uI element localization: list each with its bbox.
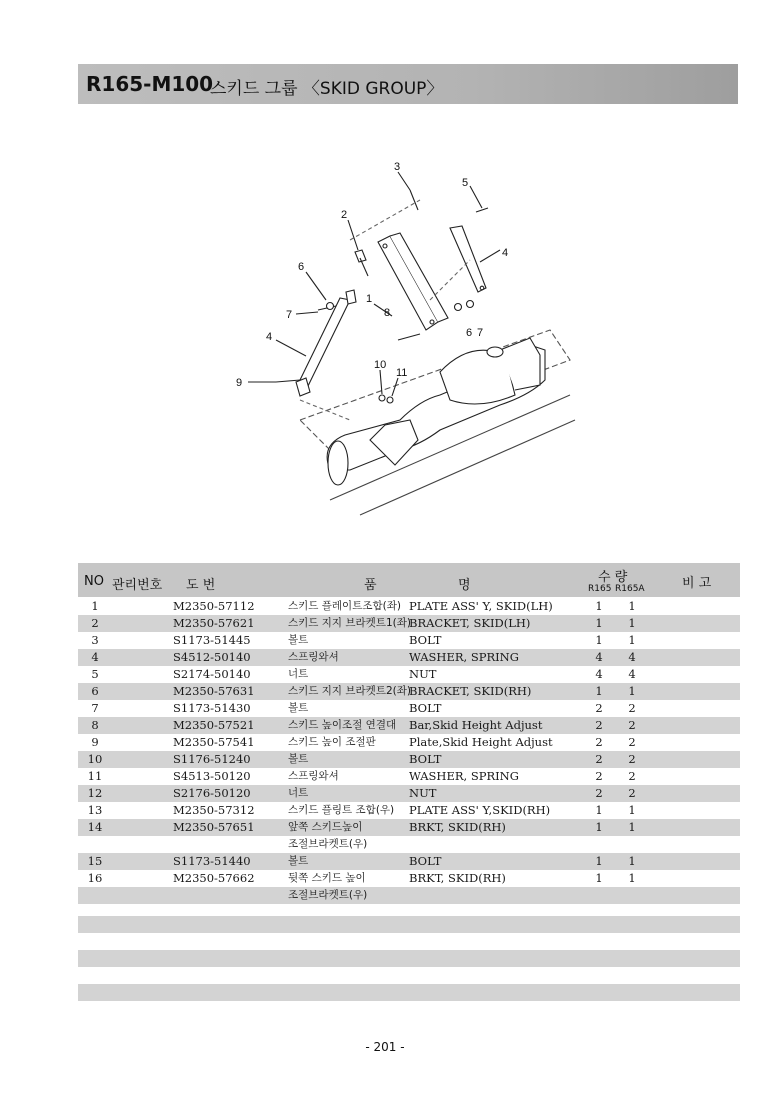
qty-r165a: 1 (628, 616, 636, 630)
part-name-korean: 스키드 지지 브라켓트2(좌) (288, 685, 411, 697)
table-row (78, 887, 740, 904)
part-name-english: WASHER, SPRING (409, 769, 519, 783)
qty-r165: 2 (595, 752, 603, 766)
part-name-korean: 스키드 지지 브라켓트1(좌) (288, 617, 411, 629)
part-number: S1176-51240 (173, 752, 251, 766)
part-number: M2350-57621 (173, 616, 255, 630)
col-item: 품 (364, 578, 377, 593)
callout-label: 4 (266, 331, 273, 343)
page-number: - 201 - (365, 1040, 405, 1054)
part-name-english: BRACKET, SKID(RH) (409, 684, 532, 698)
row-number: 9 (91, 735, 99, 749)
callout-label: 9 (236, 377, 243, 389)
callout-label: 7 (477, 327, 484, 339)
col-qty-r165: R165 (588, 584, 612, 594)
row-number: 8 (91, 718, 99, 732)
qty-r165: 1 (595, 871, 603, 885)
part-name-english: Plate,Skid Height Adjust (409, 735, 553, 749)
part-name-korean: 스키드 플레이트조합(좌) (288, 600, 401, 612)
table-row (78, 700, 740, 717)
empty-table-stripe (78, 984, 740, 1001)
part-name-korean: 스프링와셔 (288, 651, 339, 663)
row-number: 15 (87, 854, 103, 868)
part-name-korean: 볼트 (288, 753, 309, 765)
part-name-english: NUT (409, 667, 437, 681)
table-row (78, 751, 740, 768)
table-row (78, 598, 740, 615)
part-number: S4512-50140 (173, 650, 251, 664)
empty-table-stripe (78, 950, 740, 967)
exploded-parts-diagram (220, 155, 580, 525)
row-number: 14 (87, 820, 103, 834)
part-number: M2350-57112 (173, 599, 255, 613)
part-name-english: BOLT (409, 633, 442, 647)
table-row (78, 853, 740, 870)
qty-r165: 2 (595, 701, 603, 715)
part-number: S1173-51445 (173, 633, 251, 647)
part-name-english: BOLT (409, 854, 442, 868)
callout-label: 10 (374, 359, 387, 371)
table-row (78, 632, 740, 649)
qty-r165a: 1 (628, 803, 636, 817)
callout-label: 7 (286, 309, 293, 321)
qty-r165: 1 (595, 803, 603, 817)
col-no: NO (84, 574, 104, 589)
row-number: 13 (87, 803, 103, 817)
table-row (78, 734, 740, 751)
qty-r165a: 2 (628, 718, 636, 732)
qty-r165a: 2 (628, 769, 636, 783)
col-remarks: 비 고 (682, 576, 712, 591)
part-number: M2350-57662 (173, 871, 255, 885)
callout-label: 5 (462, 177, 469, 189)
qty-r165a: 1 (628, 871, 636, 885)
diagram-linework (248, 172, 575, 515)
table-row (78, 649, 740, 666)
qty-r165: 2 (595, 769, 603, 783)
col-quantity: 수 량 (598, 570, 628, 585)
callout-label: 1 (366, 293, 373, 305)
callout-label: 2 (341, 209, 348, 221)
row-number: 11 (87, 769, 103, 783)
part-name-english: PLATE ASS' Y,SKID(RH) (409, 803, 551, 817)
callout-label: 6 (298, 261, 305, 273)
qty-r165: 4 (595, 650, 603, 664)
qty-r165: 2 (595, 786, 603, 800)
callout-label: 11 (396, 367, 408, 379)
qty-r165a: 2 (628, 701, 636, 715)
group-code: R165-M100 (86, 72, 214, 96)
part-name-english: BOLT (409, 752, 442, 766)
part-name-korean: 볼트 (288, 634, 309, 646)
empty-table-stripe (78, 916, 740, 933)
row-number: 12 (87, 786, 103, 800)
part-name-korean: 너트 (288, 668, 309, 680)
part-number: M2350-57521 (173, 718, 255, 732)
row-number: 5 (91, 667, 99, 681)
table-row (78, 768, 740, 785)
table-row (78, 666, 740, 683)
col-qty-r165a: R165A (615, 584, 645, 594)
part-number: M2350-57541 (173, 735, 255, 749)
row-number: 6 (91, 684, 99, 698)
col-drawing-number: 도 번 (186, 578, 216, 593)
callout-label: 8 (384, 307, 391, 319)
part-name-english: BOLT (409, 701, 442, 715)
group-title: 스키드 그룹 〈SKID GROUP〉 (210, 79, 444, 99)
part-name-korean: 조절브라켓트(우) (288, 838, 368, 850)
qty-r165: 2 (595, 718, 603, 732)
table-row (78, 785, 740, 802)
part-number: S2174-50140 (173, 667, 251, 681)
table-row (78, 717, 740, 734)
part-name-english: BRKT, SKID(RH) (409, 820, 506, 834)
part-name-english: PLATE ASS' Y, SKID(LH) (409, 599, 553, 613)
col-management-number: 관리번호 (112, 578, 163, 593)
qty-r165: 1 (595, 684, 603, 698)
part-name-korean: 스키드 플링트 조합(우) (288, 804, 395, 816)
part-name-korean: 스키드 높이조절 연결대 (288, 719, 397, 731)
part-name-korean: 스키드 높이 조절판 (288, 736, 376, 748)
qty-r165a: 1 (628, 599, 636, 613)
part-number: M2350-57631 (173, 684, 255, 698)
row-number: 3 (91, 633, 99, 647)
qty-r165: 1 (595, 633, 603, 647)
table-row (78, 870, 740, 887)
part-name-korean: 너트 (288, 787, 309, 799)
table-row (78, 683, 740, 700)
row-number: 7 (91, 701, 99, 715)
row-number: 2 (91, 616, 99, 630)
part-name-english: NUT (409, 786, 437, 800)
qty-r165a: 1 (628, 820, 636, 834)
part-name-english: BRKT, SKID(RH) (409, 871, 506, 885)
qty-r165: 1 (595, 599, 603, 613)
qty-r165a: 1 (628, 854, 636, 868)
qty-r165a: 1 (628, 633, 636, 647)
row-number: 10 (87, 752, 103, 766)
qty-r165: 1 (595, 854, 603, 868)
qty-r165: 2 (595, 735, 603, 749)
table-row (78, 615, 740, 632)
row-number: 4 (91, 650, 99, 664)
callout-label: 3 (394, 161, 401, 173)
qty-r165: 1 (595, 616, 603, 630)
qty-r165: 4 (595, 667, 603, 681)
part-name-korean: 조절브라켓트(우) (288, 889, 368, 901)
table-row (78, 819, 740, 836)
qty-r165: 1 (595, 820, 603, 834)
callout-label: 4 (502, 247, 509, 259)
part-name-korean: 앞쪽 스키드높이 (288, 821, 363, 833)
qty-r165a: 2 (628, 752, 636, 766)
table-row (78, 802, 740, 819)
callout-label: 6 (466, 327, 473, 339)
row-number: 1 (91, 599, 99, 613)
qty-r165a: 1 (628, 684, 636, 698)
part-number: M2350-57312 (173, 803, 255, 817)
col-name: 명 (458, 578, 471, 593)
part-name-korean: 뒷쪽 스키드 높이 (288, 872, 366, 884)
part-number: S1173-51430 (173, 701, 251, 715)
part-number: S1173-51440 (173, 854, 251, 868)
part-number: S2176-50120 (173, 786, 251, 800)
part-number: M2350-57651 (173, 820, 255, 834)
table-row (78, 836, 740, 853)
qty-r165a: 4 (628, 667, 636, 681)
part-name-english: BRACKET, SKID(LH) (409, 616, 531, 630)
part-number: S4513-50120 (173, 769, 251, 783)
qty-r165a: 2 (628, 735, 636, 749)
part-name-korean: 스프링와셔 (288, 770, 339, 782)
part-name-english: Bar,Skid Height Adjust (409, 718, 543, 732)
part-name-korean: 볼트 (288, 855, 309, 867)
part-name-korean: 볼트 (288, 702, 309, 714)
qty-r165a: 4 (628, 650, 636, 664)
part-name-english: WASHER, SPRING (409, 650, 519, 664)
qty-r165a: 2 (628, 786, 636, 800)
row-number: 16 (87, 871, 103, 885)
